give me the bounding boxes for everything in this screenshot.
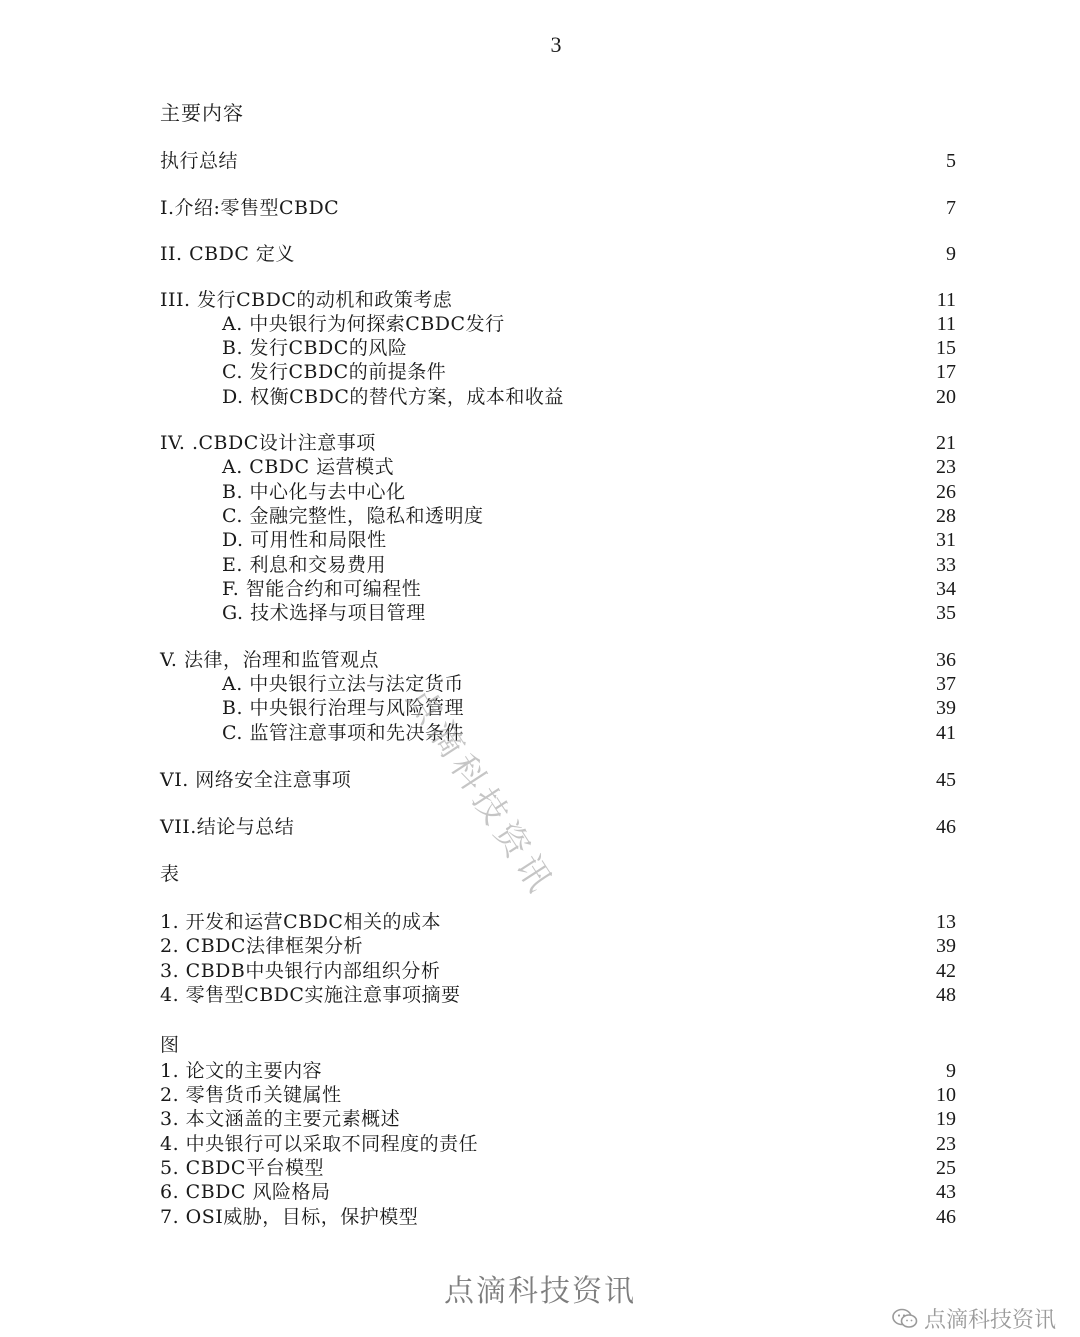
toc-entry-label: I.介绍:零售型CBDC [160,197,340,219]
figure-entry [160,1106,956,1132]
toc-entry-page: 28 [936,505,956,527]
toc-entry [160,767,956,793]
toc-subentry [160,600,956,626]
toc-entry [160,195,956,221]
toc-entry-page: 41 [936,722,956,744]
figure-entry-label: 2. 零售货币关键属性 [160,1084,342,1106]
toc-subentry [160,384,956,410]
toc-entry-label: III. 发行CBDC的动机和政策考虑 [160,289,453,311]
figure-entry-page: 23 [936,1133,956,1155]
page-number: 3 [550,32,562,57]
toc-entry-page: 46 [936,816,956,838]
toc-entry-label: V. 法律，治理和监管观点 [160,649,379,671]
toc-entry [160,814,956,840]
tables-section-title: 表 [160,863,180,885]
toc-entry-label: C. 发行CBDC的前提条件 [222,361,447,383]
toc-subentry [160,311,956,337]
figure-entry-label: 1. 论文的主要内容 [160,1060,323,1082]
figure-entry-page: 43 [936,1181,956,1203]
toc-entry-label: B. 发行CBDC的风险 [222,337,408,359]
toc-subentry [160,720,956,746]
toc-entry-page: 26 [936,481,956,503]
wechat-account-tag [892,1303,1056,1334]
figure-entry-page: 10 [936,1084,956,1106]
toc-subentry [160,335,956,361]
toc-entry-label: D. 权衡CBDC的替代方案，成本和收益 [222,386,564,408]
table-entry-label: 1. 开发和运营CBDC相关的成本 [160,911,441,933]
toc-entry-page: 37 [936,673,956,695]
toc-entry-page: 7 [946,197,956,219]
table-entry [160,958,956,984]
toc-entry [160,430,956,456]
table-entry-label: 2. CBDC法律框架分析 [160,935,363,957]
table-entry [160,909,956,935]
toc-subentry [160,695,956,721]
toc-entry-label: IV. .CBDC设计注意事项 [160,432,376,454]
toc-entry-page: 45 [936,769,956,791]
figure-entry-page: 9 [946,1060,956,1082]
diagonal-watermark: 点滴科技资讯 [398,680,563,904]
toc-entry-page: 33 [936,554,956,576]
toc-entry-page: 9 [946,243,956,265]
toc-subentry [160,576,956,602]
toc-entry-label: B. 中心化与去中心化 [222,481,406,503]
figure-entry [160,1082,956,1108]
figure-entry [160,1058,956,1084]
figure-entry [160,1155,956,1181]
table-entry-page: 13 [936,911,956,933]
toc-entry-label: A. CBDC 运营模式 [222,456,395,478]
toc-entry-label: G. 技术选择与项目管理 [222,602,426,624]
toc-title: 主要内容 [160,101,244,125]
toc-entry [160,148,956,174]
table-entry [160,933,956,959]
toc-entry-label: E. 利息和交易费用 [222,554,386,576]
figure-entry-label: 5. CBDC平台模型 [160,1157,324,1179]
toc-subentry [160,479,956,505]
figures-section-title: 图 [160,1034,180,1056]
wechat-account-name: 点滴科技资讯 [923,1308,1056,1333]
toc-entry-label: VII.结论与总结 [160,816,295,838]
figure-entry-page: 46 [936,1206,956,1228]
wechat-icon [892,1308,918,1330]
toc-subentry [160,503,956,529]
figure-entry-label: 6. CBDC 风险格局 [160,1181,331,1203]
toc-entry-label: F. 智能合约和可编程性 [222,578,422,600]
toc-subentry [160,527,956,553]
toc-entry-label: A. 中央银行立法与法定货币 [222,673,464,695]
figure-entry-label: 7. OSI威胁，目标，保护模型 [160,1206,419,1228]
table-entry-label: 3. CBDB中央银行内部组织分析 [160,960,441,982]
table-entry-page: 48 [936,984,956,1006]
toc-entry-page: 31 [936,529,956,551]
toc-entry-label: B. 中央银行治理与风险管理 [222,697,465,719]
toc-subentry [160,454,956,480]
toc-entry-label: 执行总结 [160,150,239,172]
toc-entry-page: 15 [936,337,956,359]
toc-entry-page: 23 [936,456,956,478]
toc-entry [160,241,956,267]
bottom-watermark: 点滴科技资讯 [444,1274,636,1309]
figure-entry-label: 3. 本文涵盖的主要元素概述 [160,1108,401,1130]
figure-entry [160,1179,956,1205]
table-entry [160,982,956,1008]
toc-entry-label: VI. 网络安全注意事项 [160,769,352,791]
toc-entry-page: 20 [936,386,956,408]
toc-entry-page: 39 [936,697,956,719]
toc-entry-page: 21 [936,432,956,454]
toc-subentry [160,671,956,697]
figure-entry [160,1204,956,1230]
toc-entry-page: 11 [936,313,956,335]
toc-entry-page: 11 [936,289,956,311]
toc-entry-label: II. CBDC 定义 [160,243,295,265]
toc-subentry [160,552,956,578]
toc-entry-page: 5 [946,150,956,172]
figure-entry-label: 4. 中央银行可以采取不同程度的责任 [160,1133,479,1155]
toc-entry-page: 34 [936,578,956,600]
toc-entry-label: C. 金融完整性，隐私和透明度 [222,505,484,527]
toc-entry-label: D. 可用性和局限性 [222,529,387,551]
toc-entry-label: C. 监管注意事项和先决条件 [222,722,464,744]
toc-entry [160,287,956,313]
toc-entry-label: A. 中央银行为何探索CBDC发行 [222,313,505,335]
toc-subentry [160,359,956,385]
table-entry-page: 39 [936,935,956,957]
figure-entry-page: 19 [936,1108,956,1130]
figure-entry [160,1131,956,1157]
toc-entry-page: 36 [936,649,956,671]
toc-entry-page: 17 [936,361,956,383]
toc-entry-page: 35 [936,602,956,624]
table-entry-label: 4. 零售型CBDC实施注意事项摘要 [160,984,461,1006]
toc-entry [160,647,956,673]
figure-entry-page: 25 [936,1157,956,1179]
table-entry-page: 42 [936,960,956,982]
